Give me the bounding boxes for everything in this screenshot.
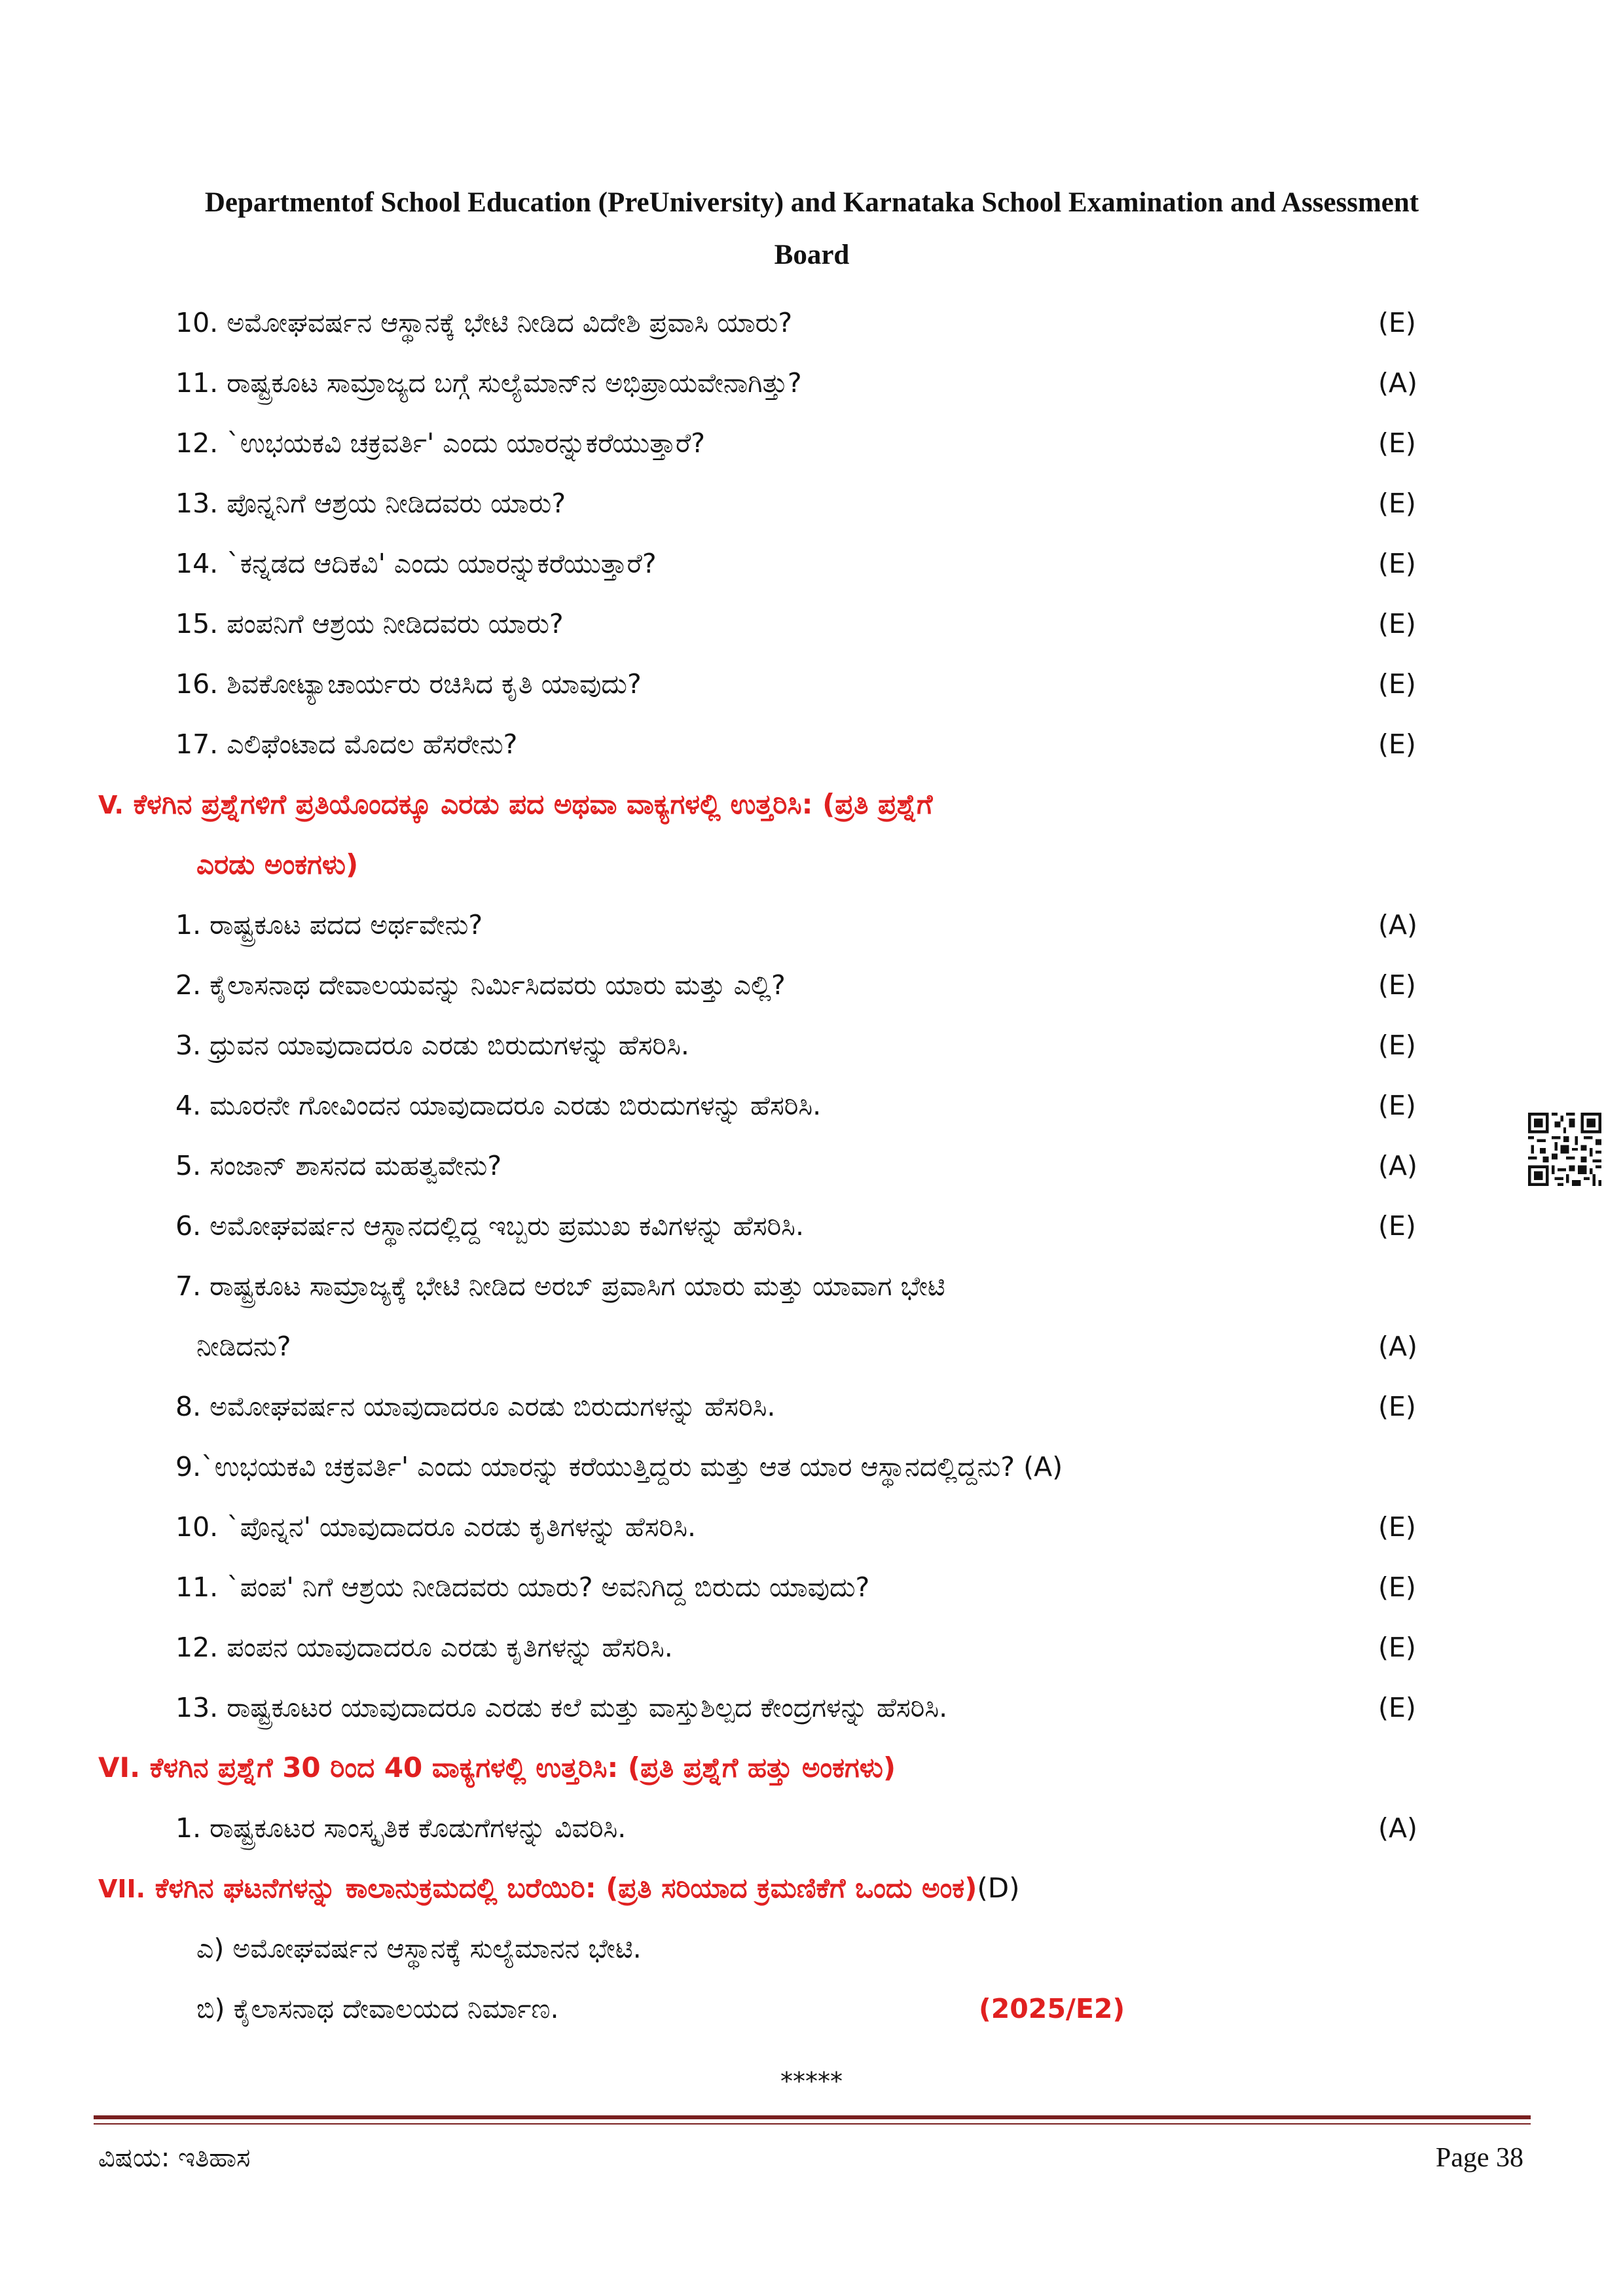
section-vi-numeral: VI. [98, 1751, 141, 1784]
question-row [0, 1136, 1623, 1196]
question-text: 9.`ಉಭಯಕವಿ ಚಕ್ರವರ್ತಿ' ಎಂದು ಯಾರನ್ನು ಕರೆಯುತ್ತಿದ್ದರು ಮತ್ತು ಆತ ಯಾರ ಆಸ್ಥಾನದಲ್ಲಿದ್ದನು? (A) [175, 1451, 1063, 1482]
question-text: 7. ರಾಷ್ಟ್ರಕೂಟ ಸಾಮ್ರಾಜ್ಯಕ್ಕೆ ಭೇಟಿ ನೀಡಿದ ಅರಬ್ ಪ್ರವಾಸಿಗ ಯಾರು ಮತ್ತು ಯಾವಾಗ ಭೇಟಿ [175, 1270, 945, 1302]
event-item: ಬಿ) ಕೈಲಾಸನಾಥ ದೇವಾಲಯದ ನಿರ್ಮಾಣ. [196, 1993, 559, 2024]
question-row [0, 1437, 1623, 1497]
question-text: 12. ಪಂಪನ ಯಾವುದಾದರೂ ಎರಡು ಕೃತಿಗಳನ್ನು ಹೆಸರಿಸಿ. [175, 1632, 673, 1663]
question-tag: (E) [1378, 608, 1416, 639]
section-vii-tag: (D) [977, 1872, 1020, 1904]
section-vi-heading-text: ಕೆಳಗಿನ ಪ್ರಶ್ನೆಗೆ 30 ರಿಂದ 40 ವಾಕ್ಯಗಳಲ್ಲಿ ಉತ್ತರಿಸಿ: (ಪ್ರತಿ ಪ್ರಶ್ನೆಗೆ ಹತ್ತು ಅಂಕಗಳು) [149, 1751, 896, 1784]
question-tag: (E) [1378, 668, 1416, 700]
section-v-numeral: V. [98, 791, 124, 819]
qr-code-icon [1528, 1113, 1601, 1186]
question-tag: (E) [1378, 1090, 1416, 1121]
question-tag: (E) [1378, 1571, 1416, 1603]
question-text: 13. ಪೊನ್ನನಿಗೆ ಆಶ್ರಯ ನೀಡಿದವರು ಯಾರು? [175, 488, 566, 519]
question-tag: (A) [1378, 1812, 1418, 1844]
question-text: 11. ರಾಷ್ಟ್ರಕೂಟ ಸಾಮ್ರಾಜ್ಯದ ಬಗ್ಗೆ ಸುಲ್ಯೆಮಾನ್‌ನ ಅಭಿಪ್ರಾಯವೇನಾಗಿತ್ತು? [175, 367, 802, 399]
question-row [0, 1557, 1623, 1617]
question-text: 5. ಸಂಜಾನ್ ಶಾಸನದ ಮಹತ್ವವೇನು? [175, 1150, 502, 1181]
question-text: 2. ಕೈಲಾಸನಾಥ ದೇವಾಲಯವನ್ನು ನಿರ್ಮಿಸಿದವರು ಯಾರು ಮತ್ತು ಎಲ್ಲಿ? [175, 969, 786, 1001]
question-text: 12. `ಉಭಯಕವಿ ಚಕ್ರವರ್ತಿ' ಎಂದು ಯಾರನ್ನುಕರೆಯುತ್ತಾರೆ? [175, 427, 705, 459]
question-tag: (E) [1378, 307, 1416, 338]
question-tag: (A) [1378, 909, 1418, 941]
question-code: (2025/E2) [979, 1993, 1125, 2024]
question-row [0, 594, 1623, 654]
question-row [0, 1256, 1623, 1316]
question-row [0, 1798, 1623, 1858]
question-row [0, 1617, 1623, 1677]
end-marker: ***** [780, 2067, 843, 2096]
question-tag: (E) [1378, 1692, 1416, 1723]
question-tag: (E) [1378, 969, 1416, 1001]
section-vii-heading-text: ಕೆಳಗಿನ ಘಟನೆಗಳನ್ನು ಕಾಲಾನುಕ್ರಮದಲ್ಲಿ ಬರೆಯಿರಿ: (ಪ್ರತಿ ಸರಿಯಾದ ಕ್ರಮಣಿಕೆಗೆ ಒಂದು ಅಂಕ) [155, 1872, 977, 1904]
question-text: 10. `ಪೊನ್ನನ' ಯಾವುದಾದರೂ ಎರಡು ಕೃತಿಗಳನ್ನು ಹೆಸರಿಸಿ. [175, 1511, 697, 1543]
question-row [0, 955, 1623, 1015]
question-text: 3. ಧ್ರುವನ ಯಾವುದಾದರೂ ಎರಡು ಬಿರುದುಗಳನ್ನು ಹೆಸರಿಸಿ. [175, 1030, 689, 1061]
question-row [0, 1196, 1623, 1256]
page-header [98, 177, 1525, 281]
question-text: 16. ಶಿವಕೋಟ್ಯಾಚಾರ್ಯರು ರಚಿಸಿದ ಕೃತಿ ಯಾವುದು? [175, 668, 642, 700]
question-tag: (E) [1378, 1391, 1416, 1422]
question-row [0, 714, 1623, 774]
question-tag: (E) [1378, 1210, 1416, 1242]
question-row [0, 473, 1623, 533]
question-text: 14. `ಕನ್ನಡದ ಆದಿಕವಿ' ಎಂದು ಯಾರನ್ನುಕರೆಯುತ್ತಾರೆ? [175, 548, 657, 579]
question-row [0, 1075, 1623, 1136]
question-text: 6. ಅಮೋಘವರ್ಷನ ಆಸ್ಥಾನದಲ್ಲಿದ್ದ ಇಬ್ಬರು ಪ್ರಮುಖ ಕವಿಗಳನ್ನು ಹೆಸರಿಸಿ. [175, 1210, 804, 1242]
event-item: ಎ) ಅಮೋಘವರ್ಷನ ಆಸ್ಥಾನಕ್ಕೆ ಸುಲ್ಯೆಮಾನನ ಭೇಟಿ. [196, 1933, 642, 1964]
question-tag: (E) [1378, 427, 1416, 459]
question-tag: (E) [1378, 1632, 1416, 1663]
question-text: 13. ರಾಷ್ಟ್ರಕೂಟರ ಯಾವುದಾದರೂ ಎರಡು ಕಲೆ ಮತ್ತು ವಾಸ್ತುಶಿಲ್ಪದ ಕೇಂದ್ರಗಳನ್ನು ಹೆಸರಿಸಿ. [175, 1692, 948, 1723]
list-item [0, 1979, 1623, 2039]
question-row [0, 1015, 1623, 1075]
question-text: 1. ರಾಷ್ಟ್ರಕೂಟ ಪದದ ಅರ್ಥವೇನು? [175, 909, 483, 941]
question-row [0, 1677, 1623, 1738]
question-row [0, 895, 1623, 955]
question-text: ನೀಡಿದನು? [196, 1331, 291, 1362]
section-vii-heading [98, 1858, 1020, 1919]
question-row [0, 654, 1623, 714]
section-v-heading [98, 774, 933, 835]
question-tag: (A) [1378, 367, 1418, 399]
question-text: 15. ಪಂಪನಿಗೆ ಆಶ್ರಯ ನೀಡಿದವರು ಯಾರು? [175, 608, 564, 639]
section-v-heading-line-2: ಎರಡು ಅಂಕಗಳು) [196, 848, 359, 880]
question-text: 4. ಮೂರನೇ ಗೋವಿಂದನ ಯಾವುದಾದರೂ ಎರಡು ಬಿರುದುಗಳನ್ನು ಹೆಸರಿಸಿ. [175, 1090, 822, 1121]
question-text: 8. ಅಮೋಘವರ್ಷನ ಯಾವುದಾದರೂ ಎರಡು ಬಿರುದುಗಳನ್ನು ಹೆಸರಿಸಿ. [175, 1391, 776, 1422]
question-text: 10. ಅಮೋಘವರ್ಷನ ಆಸ್ಥಾನಕ್ಕೆ ಭೇಟಿ ನೀಡಿದ ವಿದೇಶಿ ಪ್ರವಾಸಿ ಯಾರು? [175, 307, 793, 338]
section-v-heading-line-1: ಕೆಳಗಿನ ಪ್ರಶ್ನೆಗಳಿಗೆ ಪ್ರತಿಯೊಂದಕ್ಕೂ ಎರಡು ಪದ ಅಥವಾ ವಾಕ್ಯಗಳಲ್ಲಿ ಉತ್ತರಿಸಿ: (ಪ್ರತಿ ಪ್ರಶ್ನೆಗೆ [133, 788, 933, 820]
question-tag: (A) [1378, 1331, 1418, 1362]
question-tag: (E) [1378, 1511, 1416, 1543]
header-line-1: Departmentof School Education (PreUniversity) and Karnataka School Examination and Assessment [204, 187, 1419, 218]
question-tag: (E) [1378, 1030, 1416, 1061]
question-text: 1. ರಾಷ್ಟ್ರಕೂಟರ ಸಾಂಸ್ಕೃತಿಕ ಕೊಡುಗೆಗಳನ್ನು ವಿವರಿಸಿ. [175, 1812, 627, 1844]
question-tag: (E) [1378, 548, 1416, 579]
question-row [0, 1376, 1623, 1437]
question-row [0, 413, 1623, 473]
question-row [0, 533, 1623, 594]
question-text: 11. `ಪಂಪ' ನಿಗೆ ಆಶ್ರಯ ನೀಡಿದವರು ಯಾರು? ಅವನಿಗಿದ್ದ ಬಿರುದು ಯಾವುದು? [175, 1571, 870, 1603]
question-row [0, 293, 1623, 353]
section-vii-numeral: VII. [98, 1874, 146, 1903]
question-text: 17. ಎಲಿಫೆಂಟಾದ ಮೊದಲ ಹೆಸರೇನು? [175, 728, 518, 760]
footer-rule [94, 2115, 1531, 2119]
question-row [0, 1497, 1623, 1557]
page-number: Page 38 [1435, 2143, 1523, 2173]
footer-rule-thin [94, 2123, 1531, 2125]
question-tag: (E) [1378, 488, 1416, 519]
list-item [0, 1918, 1623, 1979]
question-tag: (E) [1378, 728, 1416, 760]
footer-subject: ವಿಷಯ: ಇತಿಹಾಸ [98, 2143, 251, 2173]
section-vi-heading [98, 1738, 896, 1798]
question-row [0, 1316, 1623, 1376]
question-tag: (A) [1378, 1150, 1418, 1181]
header-line-2: Board [774, 240, 850, 270]
question-row [0, 353, 1623, 413]
